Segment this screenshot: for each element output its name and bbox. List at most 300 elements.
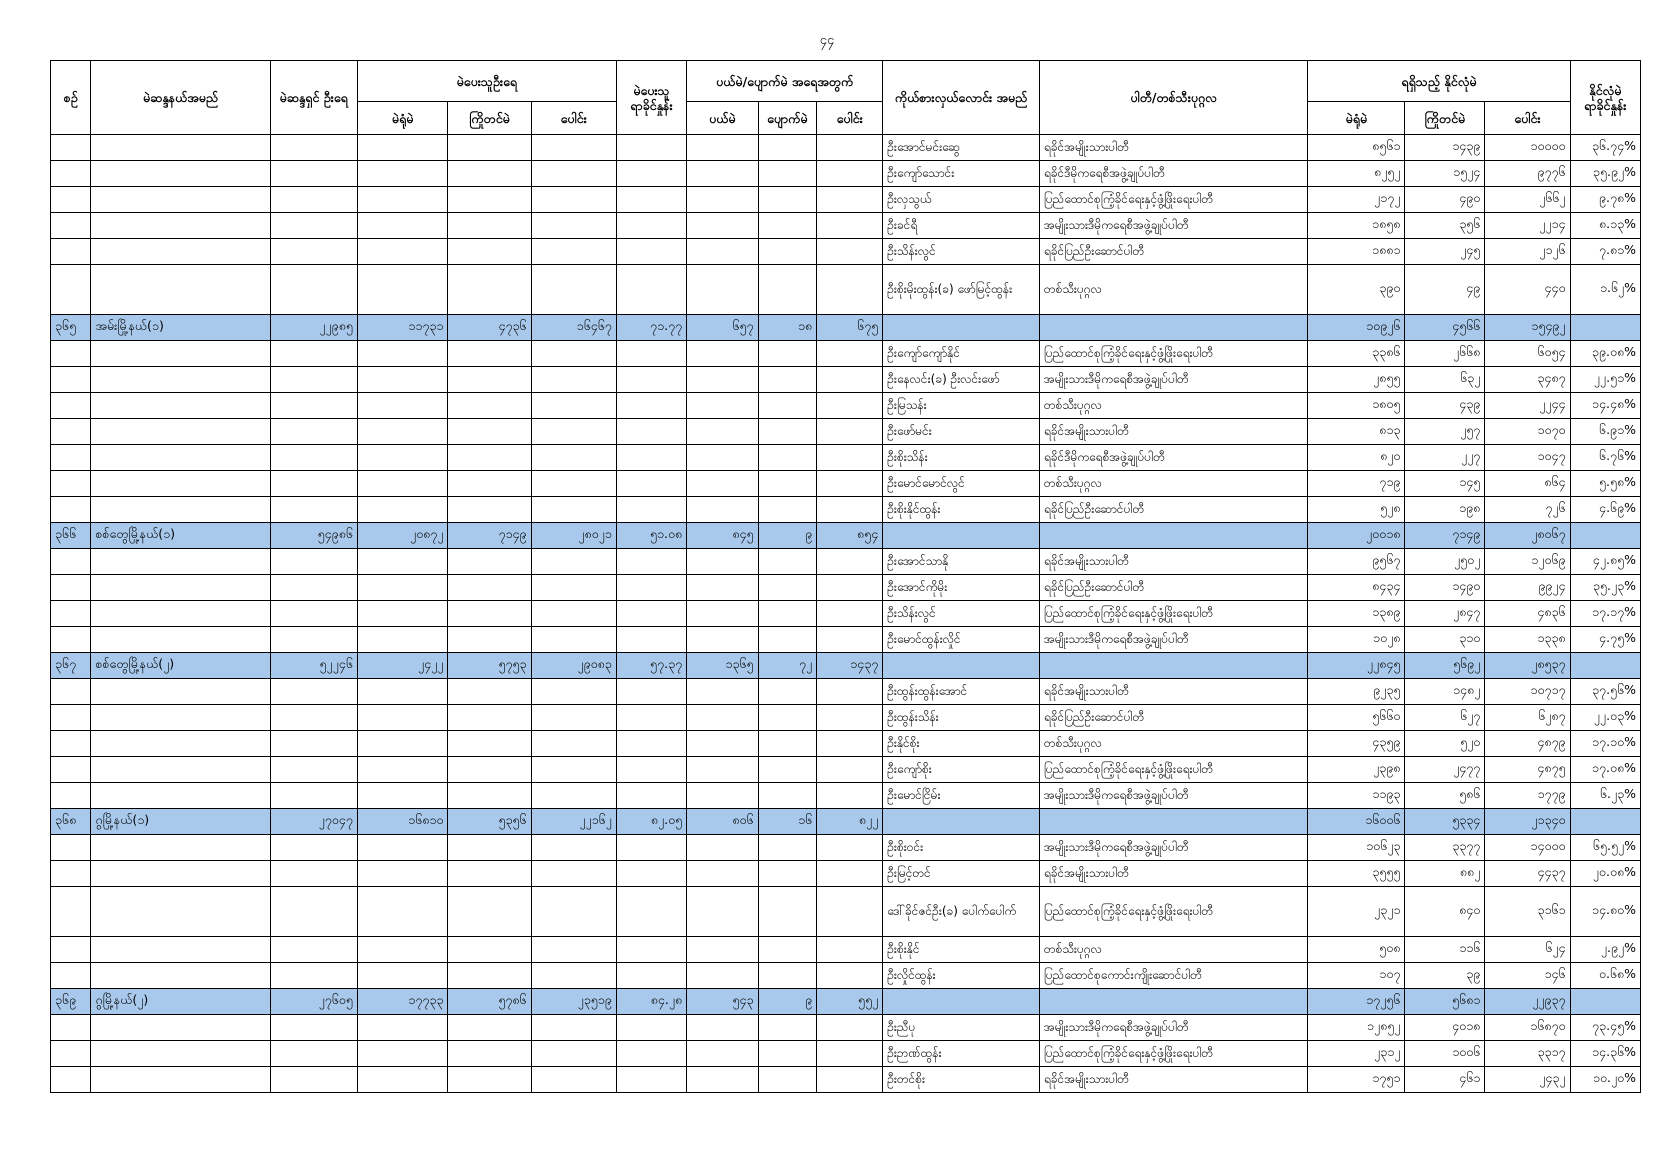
empty-cell [817, 161, 883, 187]
empty-cell [531, 705, 616, 731]
empty-cell [758, 937, 817, 963]
empty-cell [616, 705, 686, 731]
won-valid: ၂၀၀၁၈ [1308, 523, 1405, 549]
candidate-row [51, 575, 1641, 601]
win-percent: ၉.၇၈% [1570, 187, 1640, 213]
votes-valid: ၃၉၀ [1308, 265, 1405, 315]
empty-cell [51, 187, 91, 213]
empty-cell [687, 213, 758, 239]
empty-cell [616, 187, 686, 213]
empty-cell [270, 705, 357, 731]
turnout-percent: ၈၄.၂၈ [616, 989, 686, 1015]
votes-valid: ၅၀၈ [1308, 937, 1405, 963]
header-win-percent: နိုင်လုံမဲ ရာခိုင်နှုန်း [1570, 61, 1640, 135]
empty-cell [817, 1015, 883, 1041]
empty-cell [357, 471, 448, 497]
win-percent: ၁၇.၁၀% [1570, 731, 1640, 757]
empty-cell [448, 575, 531, 601]
candidate-name [883, 653, 1040, 679]
party-name: ရခိုင်ပြည်ဦးဆောင်ပါတီ [1039, 239, 1308, 265]
party-name: ရခိုင်အမျိုးသားပါတီ [1039, 135, 1308, 161]
win-percent: ၁၀.၂၀% [1570, 1067, 1640, 1093]
empty-cell [687, 135, 758, 161]
candidate-name: ဦးစိုးနိုင်ထွန်း [883, 497, 1040, 523]
empty-cell [448, 835, 531, 861]
eligible-voters: ၅၄၉၈၆ [270, 523, 357, 549]
empty-cell [51, 963, 91, 989]
candidate-name [883, 523, 1040, 549]
votes-cast-valid: ၁၆၈၁၀ [357, 809, 448, 835]
candidate-row [51, 783, 1641, 809]
empty-cell [531, 757, 616, 783]
empty-cell [51, 445, 91, 471]
votes-valid: ၉၂၃၅ [1308, 679, 1405, 705]
subheader-won-total: ပေါင်း [1485, 102, 1570, 135]
empty-cell [531, 731, 616, 757]
empty-cell [531, 497, 616, 523]
votes-total: ၄၈၇၅ [1485, 757, 1570, 783]
candidate-name: ဦးထွန်းသိန်း [883, 705, 1040, 731]
won-total: ၂၂၉၃၇ [1485, 989, 1570, 1015]
empty-cell [448, 679, 531, 705]
votes-advance: ၃၅၆ [1405, 213, 1485, 239]
empty-cell [616, 213, 686, 239]
empty-cell [531, 341, 616, 367]
empty-cell [531, 1041, 616, 1067]
empty-cell [758, 1015, 817, 1041]
rejected-total: ၈၅၄ [817, 523, 883, 549]
votes-total: ၁၃၃၈ [1485, 627, 1570, 653]
empty-cell [357, 783, 448, 809]
candidate-row [51, 419, 1641, 445]
votes-valid: ၄၃၅၉ [1308, 731, 1405, 757]
win-percent: ၃၇.၅၆% [1570, 679, 1640, 705]
constituency-name: စစ်တွေမြို့နယ်(၂) [91, 653, 270, 679]
empty-cell [270, 1015, 357, 1041]
lost-votes: ၉ [758, 989, 817, 1015]
empty-cell [687, 471, 758, 497]
row-number: ၃၆၆ [51, 523, 91, 549]
empty-cell [91, 937, 270, 963]
empty-cell [687, 861, 758, 887]
rejected-votes: ၆၅၇ [687, 315, 758, 341]
empty-cell [91, 445, 270, 471]
empty-cell [357, 705, 448, 731]
empty-cell [531, 471, 616, 497]
win-percent [1570, 315, 1640, 341]
empty-cell [687, 627, 758, 653]
candidate-name: ဦးညီပု [883, 1015, 1040, 1041]
empty-cell [91, 1015, 270, 1041]
empty-cell [817, 419, 883, 445]
empty-cell [448, 731, 531, 757]
empty-cell [616, 679, 686, 705]
empty-cell [91, 419, 270, 445]
empty-cell [357, 627, 448, 653]
candidate-row [51, 1067, 1641, 1093]
header-rejected-group: ပယ်မဲ/ပျောက်မဲ အရေအတွက် [687, 61, 883, 102]
eligible-voters: ၂၂၉၈၅ [270, 315, 357, 341]
empty-cell [357, 963, 448, 989]
subheader-won-valid: မဲရုံမဲ [1308, 102, 1405, 135]
votes-valid: ၅၆၆၀ [1308, 705, 1405, 731]
win-percent: ၁.၆၂% [1570, 265, 1640, 315]
votes-total: ၉၇၇၆ [1485, 161, 1570, 187]
votes-valid: ၂၃၉၈ [1308, 757, 1405, 783]
empty-cell [448, 135, 531, 161]
subheader-rejected: ပယ်မဲ [687, 102, 758, 135]
empty-cell [687, 419, 758, 445]
empty-cell [687, 497, 758, 523]
empty-cell [270, 963, 357, 989]
candidate-name [883, 809, 1040, 835]
empty-cell [817, 213, 883, 239]
votes-advance: ၄၃၉ [1405, 393, 1485, 419]
candidate-name: ဦးကျော်စိုး [883, 757, 1040, 783]
votes-total: ၈၆၄ [1485, 471, 1570, 497]
empty-cell [687, 887, 758, 937]
candidate-row [51, 731, 1641, 757]
empty-cell [448, 265, 531, 315]
empty-cell [616, 393, 686, 419]
empty-cell [448, 341, 531, 367]
rejected-votes: ၈၀၆ [687, 809, 758, 835]
win-percent: ၈.၁၃% [1570, 213, 1640, 239]
votes-total: ၁၀၄၇ [1485, 445, 1570, 471]
votes-cast-total: ၂၃၅၁၉ [531, 989, 616, 1015]
empty-cell [91, 705, 270, 731]
empty-cell [616, 757, 686, 783]
empty-cell [448, 937, 531, 963]
party-name: အမျိုးသားဒီမိုကရေစီအဖွဲ့ချုပ်ပါတီ [1039, 367, 1308, 393]
candidate-row [51, 265, 1641, 315]
empty-cell [531, 549, 616, 575]
party-name: တစ်သီးပုဂ္ဂလ [1039, 471, 1308, 497]
empty-cell [91, 239, 270, 265]
votes-cast-advance: ၇၁၄၉ [448, 523, 531, 549]
candidate-name: ဦးနေလင်း(ခ) ဦးလင်းဖော် [883, 367, 1040, 393]
empty-cell [531, 963, 616, 989]
empty-cell [357, 835, 448, 861]
empty-cell [91, 265, 270, 315]
empty-cell [91, 393, 270, 419]
votes-cast-valid: ၁၇၇၃၃ [357, 989, 448, 1015]
candidate-row [51, 937, 1641, 963]
win-percent: ၄.၆၉% [1570, 497, 1640, 523]
header-no: စဉ် [51, 61, 91, 135]
empty-cell [51, 239, 91, 265]
empty-cell [270, 161, 357, 187]
votes-valid: ၈၂၀ [1308, 445, 1405, 471]
eligible-voters: ၅၂၂၄၆ [270, 653, 357, 679]
empty-cell [687, 1067, 758, 1093]
candidate-name: ဦးဉာဏ်ထွန်း [883, 1041, 1040, 1067]
subheader-cast-valid: မဲရုံမဲ [357, 102, 448, 135]
empty-cell [270, 835, 357, 861]
candidate-name: ဦးဖော်မင်း [883, 419, 1040, 445]
empty-cell [616, 1015, 686, 1041]
empty-cell [357, 601, 448, 627]
empty-cell [616, 265, 686, 315]
empty-cell [357, 393, 448, 419]
votes-valid: ၁၀၆၂၃ [1308, 835, 1405, 861]
empty-cell [357, 265, 448, 315]
empty-cell [616, 161, 686, 187]
votes-advance: ၅၂၀ [1405, 731, 1485, 757]
empty-cell [817, 887, 883, 937]
candidate-name: ဦးမြသန်း [883, 393, 1040, 419]
empty-cell [531, 213, 616, 239]
votes-total: ၆၂၈၇ [1485, 705, 1570, 731]
empty-cell [91, 213, 270, 239]
votes-valid: ၃၃၈၆ [1308, 341, 1405, 367]
empty-cell [448, 445, 531, 471]
empty-cell [531, 627, 616, 653]
row-number: ၃၆၉ [51, 989, 91, 1015]
votes-valid: ၂၃၂၁ [1308, 887, 1405, 937]
empty-cell [616, 835, 686, 861]
empty-cell [687, 341, 758, 367]
empty-cell [687, 1015, 758, 1041]
empty-cell [91, 161, 270, 187]
party-name: ရခိုင်အမျိုးသားပါတီ [1039, 549, 1308, 575]
turnout-percent: ၈၂.၀၅ [616, 809, 686, 835]
empty-cell [51, 575, 91, 601]
votes-valid: ၁၈၈၁ [1308, 239, 1405, 265]
empty-cell [758, 963, 817, 989]
empty-cell [616, 341, 686, 367]
votes-total: ၆၀၅၄ [1485, 341, 1570, 367]
empty-cell [817, 393, 883, 419]
rejected-total: ၆၇၅ [817, 315, 883, 341]
candidate-row [51, 963, 1641, 989]
rejected-total: ၈၂၂ [817, 809, 883, 835]
empty-cell [357, 239, 448, 265]
won-valid: ၂၂၈၄၅ [1308, 653, 1405, 679]
party-name: ရခိုင်ပြည်ဦးဆောင်ပါတီ [1039, 705, 1308, 731]
constituency-name: စစ်တွေမြို့နယ်(၁) [91, 523, 270, 549]
empty-cell [270, 783, 357, 809]
candidate-row [51, 601, 1641, 627]
empty-cell [616, 135, 686, 161]
candidate-name: ဦးကျော်သောင်း [883, 161, 1040, 187]
turnout-percent: ၅၇.၃၇ [616, 653, 686, 679]
win-percent [1570, 989, 1640, 1015]
empty-cell [531, 937, 616, 963]
votes-valid: ၁၈၅၈ [1308, 213, 1405, 239]
empty-cell [531, 575, 616, 601]
empty-cell [270, 575, 357, 601]
empty-cell [616, 549, 686, 575]
votes-valid: ၈၄၃၄ [1308, 575, 1405, 601]
rejected-total: ၅၅၂ [817, 989, 883, 1015]
won-advance: ၄၅၆၆ [1405, 315, 1485, 341]
votes-advance: ၂၄၇၇ [1405, 757, 1485, 783]
lost-votes: ၁၈ [758, 315, 817, 341]
win-percent: ၃၅.၉၂% [1570, 161, 1640, 187]
votes-total: ၁၀၇၀ [1485, 419, 1570, 445]
win-percent: ၃၆.၇၄% [1570, 135, 1640, 161]
win-percent: ၂၂.၀၃% [1570, 705, 1640, 731]
votes-total: ၆၂၄ [1485, 937, 1570, 963]
empty-cell [817, 627, 883, 653]
won-total: ၂၁၃၄၀ [1485, 809, 1570, 835]
votes-advance: ၈၈၂ [1405, 861, 1485, 887]
votes-advance: ၂၂၇ [1405, 445, 1485, 471]
header-constituency: မဲဆန္ဒနယ်အမည် [91, 61, 270, 135]
votes-total: ၃၃၁၇ [1485, 1041, 1570, 1067]
votes-advance: ၂၆၆၈ [1405, 341, 1485, 367]
empty-cell [616, 367, 686, 393]
empty-cell [687, 963, 758, 989]
empty-cell [531, 1015, 616, 1041]
empty-cell [817, 367, 883, 393]
empty-cell [448, 213, 531, 239]
empty-cell [448, 887, 531, 937]
empty-cell [531, 187, 616, 213]
candidate-row [51, 161, 1641, 187]
empty-cell [687, 549, 758, 575]
party-name: တစ်သီးပုဂ္ဂလ [1039, 393, 1308, 419]
party-name: ပြည်ထောင်စုကောင်းကျိုးဆောင်ပါတီ [1039, 963, 1308, 989]
empty-cell [531, 861, 616, 887]
empty-cell [448, 239, 531, 265]
candidate-row [51, 213, 1641, 239]
empty-cell [817, 575, 883, 601]
votes-total: ၄၈၇၉ [1485, 731, 1570, 757]
candidate-row [51, 239, 1641, 265]
constituency-summary-row [51, 315, 1641, 341]
empty-cell [531, 601, 616, 627]
empty-cell [91, 679, 270, 705]
empty-cell [531, 265, 616, 315]
won-advance: ၅၃၃၄ [1405, 809, 1485, 835]
candidate-row [51, 705, 1641, 731]
empty-cell [51, 471, 91, 497]
empty-cell [531, 393, 616, 419]
empty-cell [270, 265, 357, 315]
win-percent: ၁၄.၃၆% [1570, 1041, 1640, 1067]
win-percent: ၁၄.၈၀% [1570, 887, 1640, 937]
win-percent [1570, 523, 1640, 549]
rejected-total: ၁၄၃၇ [817, 653, 883, 679]
empty-cell [616, 1041, 686, 1067]
votes-valid: ၅၂၈ [1308, 497, 1405, 523]
empty-cell [531, 135, 616, 161]
empty-cell [91, 783, 270, 809]
votes-cast-advance: ၅၇၅၃ [448, 653, 531, 679]
empty-cell [448, 367, 531, 393]
win-percent: ၁၇.၀၈% [1570, 757, 1640, 783]
empty-cell [51, 705, 91, 731]
candidate-row [51, 1015, 1641, 1041]
empty-cell [687, 783, 758, 809]
rejected-votes: ၁၃၆၅ [687, 653, 758, 679]
votes-total: ၄၄၃၇ [1485, 861, 1570, 887]
empty-cell [616, 419, 686, 445]
constituency-summary-row [51, 809, 1641, 835]
constituency-summary-row [51, 523, 1641, 549]
empty-cell [817, 757, 883, 783]
empty-cell [817, 679, 883, 705]
empty-cell [51, 1015, 91, 1041]
empty-cell [616, 1067, 686, 1093]
empty-cell [687, 187, 758, 213]
candidate-name: ဦးသိန်းလွင် [883, 601, 1040, 627]
win-percent: ၆.၇၆% [1570, 445, 1640, 471]
candidate-row [51, 835, 1641, 861]
constituency-summary-row [51, 989, 1641, 1015]
empty-cell [448, 187, 531, 213]
votes-valid: ၁၃၈၉ [1308, 601, 1405, 627]
empty-cell [270, 445, 357, 471]
empty-cell [91, 1067, 270, 1093]
empty-cell [616, 783, 686, 809]
empty-cell [357, 575, 448, 601]
win-percent: ၅.၅၈% [1570, 471, 1640, 497]
empty-cell [616, 497, 686, 523]
win-percent: ၆.၂၃% [1570, 783, 1640, 809]
party-name: ရခိုင်အမျိုးသားပါတီ [1039, 679, 1308, 705]
party-name: ပြည်ထောင်စုကြံ့ခိုင်ရေးနှင့်ဖွံ့ဖြိုးရေးပါတီ [1039, 187, 1308, 213]
empty-cell [817, 783, 883, 809]
empty-cell [448, 705, 531, 731]
won-advance: ၅၆၈၁ [1405, 989, 1485, 1015]
header-votes-won: ရရှိသည့် နိုင်လုံမဲ [1308, 61, 1570, 102]
empty-cell [817, 549, 883, 575]
empty-cell [270, 1041, 357, 1067]
header-turnout: မဲပေးသူ ရာခိုင်နှုန်း [616, 61, 686, 135]
empty-cell [51, 937, 91, 963]
empty-cell [91, 627, 270, 653]
header-candidate: ကိုယ်စားလှယ်လောင်း အမည် [883, 61, 1040, 135]
empty-cell [687, 161, 758, 187]
empty-cell [817, 1067, 883, 1093]
empty-cell [758, 835, 817, 861]
empty-cell [357, 549, 448, 575]
party-name: အမျိုးသားဒီမိုကရေစီအဖွဲ့ချုပ်ပါတီ [1039, 627, 1308, 653]
empty-cell [357, 497, 448, 523]
empty-cell [448, 627, 531, 653]
votes-cast-advance: ၄၇၃၆ [448, 315, 531, 341]
empty-cell [758, 549, 817, 575]
party-name [1039, 653, 1308, 679]
constituency-name: ဂွမြို့နယ်(၁) [91, 809, 270, 835]
party-name: ရခိုင်ဒီမိုကရေစီအဖွဲ့ချုပ်ပါတီ [1039, 161, 1308, 187]
empty-cell [51, 887, 91, 937]
header-votes-cast: မဲပေးသူဦးရေ [357, 61, 616, 102]
empty-cell [448, 549, 531, 575]
party-name: ရခိုင်ပြည်ဦးဆောင်ပါတီ [1039, 575, 1308, 601]
empty-cell [448, 783, 531, 809]
empty-cell [758, 367, 817, 393]
empty-cell [357, 861, 448, 887]
candidate-row [51, 549, 1641, 575]
win-percent: ၃၉.၀၈% [1570, 341, 1640, 367]
party-name: အမျိုးသားဒီမိုကရေစီအဖွဲ့ချုပ်ပါတီ [1039, 783, 1308, 809]
empty-cell [758, 419, 817, 445]
empty-cell [758, 887, 817, 937]
empty-cell [270, 213, 357, 239]
candidate-row [51, 341, 1641, 367]
votes-total: ၁၄၀၀၀ [1485, 835, 1570, 861]
votes-cast-total: ၂၈၀၂၁ [531, 523, 616, 549]
empty-cell [758, 187, 817, 213]
empty-cell [616, 239, 686, 265]
party-name: အမျိုးသားဒီမိုကရေစီအဖွဲ့ချုပ်ပါတီ [1039, 213, 1308, 239]
candidate-name: ဦးလှိုင်ထွန်း [883, 963, 1040, 989]
empty-cell [270, 679, 357, 705]
